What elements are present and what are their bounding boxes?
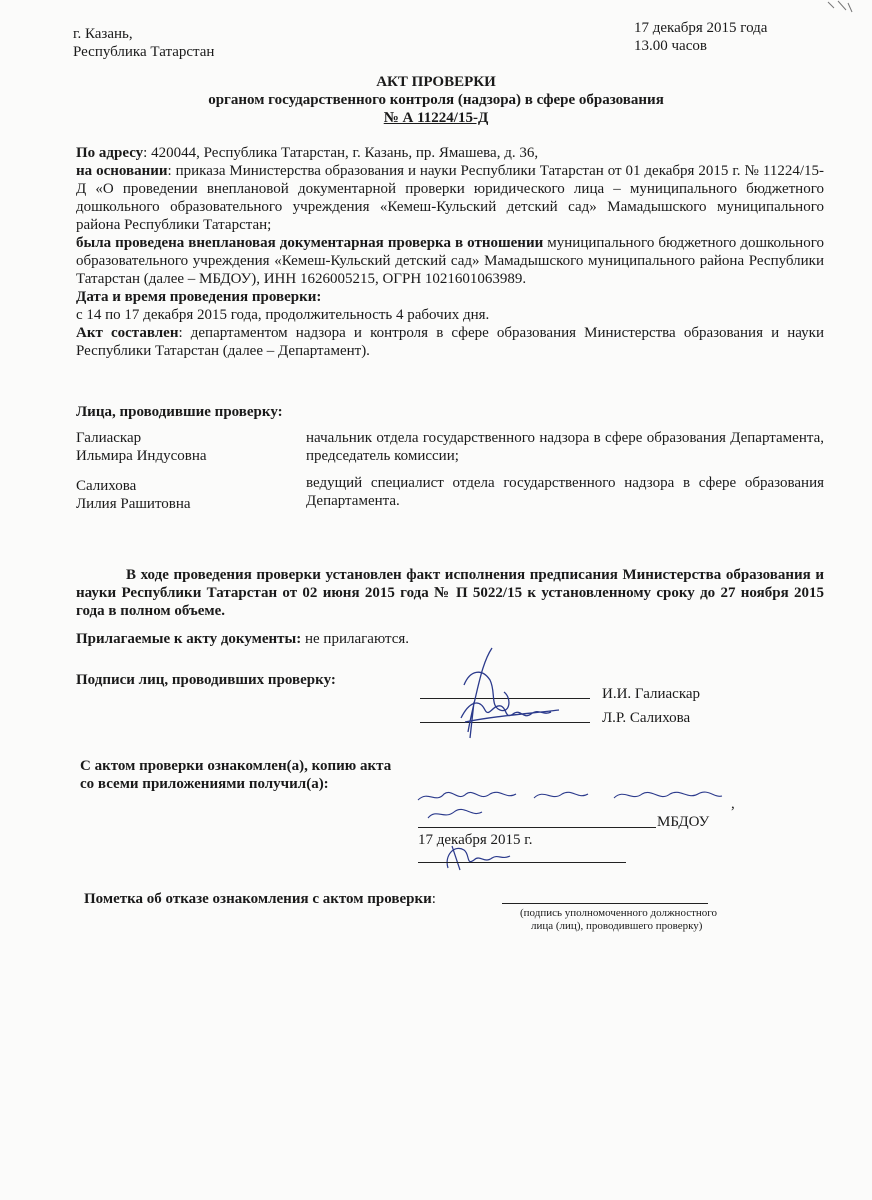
address-text: : 420044, Республика Татарстан, г. Казань, пр. Ямашева, д. 36, (143, 145, 539, 161)
handwritten-signature-3 (440, 838, 520, 874)
composed-paragraph (76, 324, 824, 360)
acquainted-line-1: С актом проверки ознакомлен(а), копию акта (80, 758, 392, 774)
acquainted-line-2: со всеми приложениями получил(а): (80, 776, 329, 792)
document-page: г. Казань, Республика Татарстан 17 декабря 2015 года 13.00 часов АКТ ПРОВЕРКИ органом государственного контроля (надзора) в сфере образования № А 11224/15-Д По адресу: 420044, Республика Татарстан, г. Казань, пр. Ямашева, д. 36, на основании: приказа Министерства образования и науки Республики Татарстан от 01 декабря 2015 г. № 11224/15-Д «О проведении внеплановой документарной проверки юридического лица – муниципального бюджетного дошкольного образовательного учреждения «Кемеш-Кульский детский сад» Мамадышского муниципального района Республики Татарстан; была проведена внеплановая документарная проверка в отношении муниципального бюджетного дошкольного образовательного учреждения «Кемеш-Кульский детский сад» Мамадышского муниципального района Республики Татарстан (далее – МБДОУ), ИНН 1626005215, ОГРН 1021601063989. Дата и время проведения проверки: с 14 по 17 декабря 2015 года, продолжительность 4 рабочих дня. Акт составлен: департаментом надзора и контроля в сфере образования Министерства образования и науки Республики Татарстан (далее – Департамент). Лица, проводившие проверку: Галиаскар Ильмира Индусовна начальник отдела государственного надзора в сфере образования Департамента, председатель комиссии; Салихова Лилия Рашитовна ведущий специалист отдела государственного надзора в сфере образования Департамента. В ходе проведения проверки установлен факт исполнения предписания Министерства образования и науки Республики Татарстан от 02 июня 2015 года № П 5022/15 к установленному сроку до 27 ноября 2015 года в полном объеме. Прилагаемые к акту документы: не прилагаются. Подписи лиц, проводивших проверку: И.И. Галиаскар Л.Р. Салихова С актом проверки ознакомлен(а), копию акта со всеми приложениями получил(а): , МБДОУ 17 декабря 2015 г. Пометка об отказе ознакомления с актом проверки: (подпись уполномоченного должностного лица (лиц), проводившего проверку) (0, 0, 872, 1200)
inspector-1-name: Ильмира Индусовна (76, 448, 207, 464)
refusal-signature-line (502, 903, 708, 904)
inspector-2-surname: Салихова (76, 478, 137, 494)
inspector-1-surname: Галиаскар (76, 430, 142, 446)
refusal-caption-2: лица (лиц), проводившего проверку) (531, 920, 703, 932)
receiver-org: МБДОУ (657, 814, 710, 830)
inspector-2-name: Лилия Рашитовна (76, 496, 191, 512)
datetime-label: Дата и время проведения проверки: (76, 289, 322, 305)
receiver-signature-line (418, 862, 626, 863)
refusal-label: Пометка об отказе ознакомления с актом проверки: (84, 891, 436, 907)
header-city: г. Казань, (73, 26, 133, 42)
inspectors-heading: Лица, проводившие проверку: (76, 404, 283, 420)
basis-text: : приказа Министерства образования и науки Республики Татарстан от 01 декабря 2015 г. № 11224/15-Д «О проведении внеплановой документарной проверки юридического лица – муниципального бюджетного дошкольного образовательного учреждения «Кемеш-Кульский детский сад» Мамадышского муниципального района Республики Татарстан; (76, 163, 824, 233)
scan-mark-icon (824, 0, 854, 18)
inspector-1-role: начальник отдела государственного надзора в сфере образования Департамента, председатель комиссии; (306, 430, 824, 464)
handwritten-signature-2 (455, 692, 565, 732)
header-date: 17 декабря 2015 года (634, 20, 768, 36)
header-time: 13.00 часов (634, 38, 707, 54)
receiver-line (418, 827, 656, 828)
document-number: № А 11224/15-Д (383, 110, 489, 126)
address-label: По адресу (76, 145, 144, 161)
composed-text: : департаментом надзора и контроля в сфере образования Министерства образования и науки Республики Татарстан (далее – Департамент). (76, 325, 824, 359)
check-label: была проведена внеплановая документарная проверка в отношении (76, 235, 544, 251)
attached-value: не прилагаются. (301, 631, 409, 647)
signatures-label: Подписи лиц, проводивших проверку: (76, 672, 336, 688)
inspector-2-role: ведущий специалист отдела государственного надзора в сфере образования Департамента. (306, 475, 824, 509)
intro-block (76, 144, 824, 360)
header-republic: Республика Татарстан (73, 44, 215, 60)
refusal-caption-1: (подпись уполномоченного должностного (520, 907, 718, 919)
basis-label: на основании (76, 163, 168, 179)
attached-line (76, 630, 409, 648)
address-line (76, 144, 824, 162)
check-text: муниципального бюджетного дошкольного образовательного учреждения «Кемеш-Кульский детский сад» Мамадышского муниципального района Республики Татарстан (далее – МБДОУ), ИНН 1626005215, ОГРН 1021601063989. (76, 235, 824, 287)
signer-2-name: Л.Р. Салихова (602, 710, 691, 726)
finding-paragraph: В ходе проведения проверки установлен факт исполнения предписания Министерства образования и науки Республики Татарстан от 02 июня 2015 года № П 5022/15 к установленному сроку до 27 ноября 2015 года в полном объеме. (76, 567, 824, 619)
receiver-date: 17 декабря 2015 г. (418, 832, 533, 848)
signer-1-name: И.И. Галиаскар (602, 686, 701, 702)
attached-label: Прилагаемые к акту документы: (76, 631, 302, 647)
check-paragraph (76, 234, 824, 288)
document-title: АКТ ПРОВЕРКИ (376, 74, 496, 90)
document-subtitle: органом государственного контроля (надзора) в сфере образования (208, 92, 664, 108)
basis-paragraph (76, 162, 824, 234)
datetime-text: с 14 по 17 декабря 2015 года, продолжительность 4 рабочих дня. (76, 307, 490, 323)
composed-label: Акт составлен (76, 325, 179, 341)
